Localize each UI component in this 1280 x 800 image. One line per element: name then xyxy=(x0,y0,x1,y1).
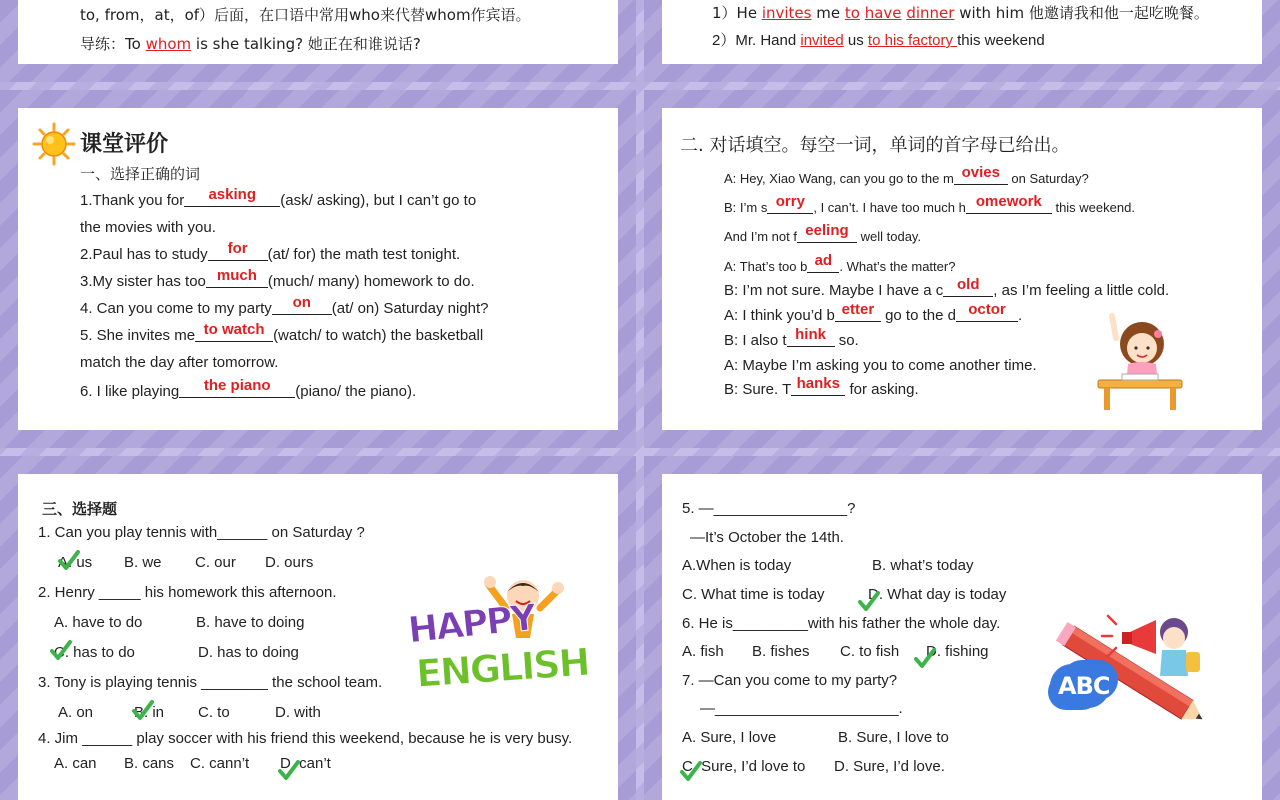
dialogue-line-2: B: I’m s orry , I can’t. I have too much h omework this weekend. xyxy=(724,193,1135,215)
mc-q5-option-d: D. What day is today xyxy=(868,586,1007,603)
mc-question-1: 1. Can you play tennis with______ on Saturday ? xyxy=(38,524,365,541)
mc-q1-option-d: D. ours xyxy=(265,554,314,571)
happy-english-logo xyxy=(408,570,598,700)
practice-sentence: 导练：To whom is she talking? 她正在和谁说话? xyxy=(80,35,421,53)
mc-q4-option-d: D. can’t xyxy=(280,755,331,772)
mc-question-5: 5. —________________? xyxy=(682,500,856,517)
mc-q1-option-c: C. our xyxy=(195,554,236,571)
answer-6: the piano xyxy=(203,377,271,394)
question-5: 5. She invites me to watch (watch/ to watch) the basketball xyxy=(80,321,484,344)
slide-1 xyxy=(0,0,636,82)
mc-q2-option-d: D. has to doing xyxy=(198,644,299,661)
check-icon xyxy=(50,639,72,661)
slide-1-card xyxy=(18,0,618,64)
mc-question-3: 3. Tony is playing tennis ________ the school team. xyxy=(38,674,383,691)
slide-3 xyxy=(0,90,636,448)
grammar-note: to, from，at，of）后面，在口语中常用who来代替whom作宾语。 xyxy=(80,6,531,24)
slide-2-card xyxy=(662,0,1262,64)
question-3: 3.My sister has too much (much/ many) homework to do. xyxy=(80,267,475,290)
answer-4: on xyxy=(292,294,311,311)
question-5-cont: match the day after tomorrow. xyxy=(80,354,279,371)
mc-q3-option-a: A. on xyxy=(58,704,94,721)
mc-q6-option-a: A. fish xyxy=(682,643,724,660)
answer-3: much xyxy=(216,267,257,284)
check-icon xyxy=(278,759,300,781)
mc-q6-option-d: D. fishing xyxy=(926,643,989,660)
slide-4 xyxy=(644,90,1280,448)
choice-title: 三、选择题 xyxy=(42,500,118,518)
slide-6 xyxy=(644,456,1280,800)
dialogue-line-4: A: That’s too b ad . What’s the matter? xyxy=(724,252,956,274)
dialogue-line-8: A: Maybe I’m asking you to come another time. xyxy=(724,357,1037,374)
example-2: 2）Mr. Hand invited us to his factory this weekend xyxy=(712,32,1045,49)
question-6: 6. I like playing the piano (piano/ the piano). xyxy=(80,377,417,400)
mc-q3-option-b: B. in xyxy=(134,704,165,721)
girl-at-desk-illustration xyxy=(1092,308,1188,412)
mc-question-7: 7. —Can you come to my party? xyxy=(682,672,898,689)
question-2: 2.Paul has to study for (at/ for) the math test tonight. xyxy=(80,240,461,263)
mc-q6-option-c: C. to fish xyxy=(840,643,900,660)
check-icon xyxy=(914,647,936,669)
check-icon xyxy=(858,590,880,612)
question-1-cont: the movies with you. xyxy=(80,219,216,236)
mc-q7-option-b: B. Sure, I love to xyxy=(838,729,949,746)
mc-q2-option-b: B. have to doing xyxy=(196,614,305,631)
slide-4-card xyxy=(662,108,1262,430)
dialogue-line-3: And I’m not f eeling well today. xyxy=(724,222,922,244)
answer-5: to watch xyxy=(203,321,265,338)
check-icon xyxy=(680,760,702,782)
dialogue-title: 二. 对话填空。每空一词，单词的首字母已给出。 xyxy=(680,135,1070,156)
practice-answer: whom xyxy=(145,35,192,53)
mc-question-7-answer: —______________________. xyxy=(700,700,903,717)
dialogue-line-9: B: Sure. T hanks for asking. xyxy=(724,375,919,398)
question-1: 1.Thank you for asking (ask/ asking), but I can’t go to xyxy=(80,186,477,209)
slide-3-card xyxy=(18,108,618,430)
section-subtitle: 一、选择正确的词 xyxy=(80,165,201,183)
slide-5-card xyxy=(18,474,618,800)
mc-q6-option-b: B. fishes xyxy=(752,643,810,660)
dialogue-line-7: B: I also t hink so. xyxy=(724,326,859,349)
section-title: 课堂评价 xyxy=(80,132,169,157)
mc-question-4: 4. Jim ______ play soccer with his friend this weekend, because he is very busy. xyxy=(38,730,573,747)
pencil-kid-illustration xyxy=(1046,602,1216,752)
dialogue-line-5: B: I’m not sure. Maybe I have a c old , as I’m feeling a little cold. xyxy=(724,276,1170,299)
mc-q3-option-c: C. to xyxy=(198,704,230,721)
slide-2 xyxy=(644,0,1280,82)
slide-6-card xyxy=(662,474,1262,800)
mc-q7-option-d: D. Sure, I’d love. xyxy=(834,758,945,775)
check-icon xyxy=(58,549,80,571)
mc-q5-option-c: C. What time is today xyxy=(682,586,825,603)
mc-q3-option-d: D. with xyxy=(275,704,321,721)
mc-q4-option-b: B. cans xyxy=(124,755,175,772)
mc-q2-option-c: C. has to do xyxy=(54,644,135,661)
abc-text: ABC xyxy=(1058,672,1110,700)
mc-question-6: 6. He is_________with his father the whole day. xyxy=(682,615,1001,632)
answer-2: for xyxy=(227,240,248,257)
mc-q1-option-a: A. us xyxy=(58,554,93,571)
dialogue-line-6: A: I think you’d b etter go to the d octor . xyxy=(724,301,1023,324)
question-4: 4. Can you come to my party on (at/ on) Saturday night? xyxy=(80,294,489,317)
sun-icon xyxy=(32,122,76,166)
mc-q5-option-a: A.When is today xyxy=(682,557,792,574)
check-icon xyxy=(132,699,154,721)
mc-q7-option-a: A. Sure, I love xyxy=(682,729,777,746)
mc-question-5-answer: —It’s October the 14th. xyxy=(690,529,844,546)
dialogue-line-1: A: Hey, Xiao Wang, can you go to the m ovies on Saturday? xyxy=(724,164,1089,186)
logo-word-english: ENGLISH xyxy=(414,640,590,696)
answer-1: asking xyxy=(208,186,256,203)
logo-word-happy: HAPPY xyxy=(406,597,537,652)
mc-q4-option-c: C. cann’t xyxy=(190,755,250,772)
mc-q5-option-b: B. what’s today xyxy=(872,557,974,574)
mc-question-2: 2. Henry _____ his homework this afternoon. xyxy=(38,584,337,601)
mc-q7-option-c: C. Sure, I’d love to xyxy=(682,758,806,775)
mc-q2-option-a: A. have to do xyxy=(54,614,143,631)
mc-q1-option-b: B. we xyxy=(124,554,162,571)
example-1: 1）He invites me to have dinner with him 他邀请我和他一起吃晚餐。 xyxy=(712,4,1209,22)
slide-5 xyxy=(0,456,636,800)
mc-q4-option-a: A. can xyxy=(54,755,97,772)
